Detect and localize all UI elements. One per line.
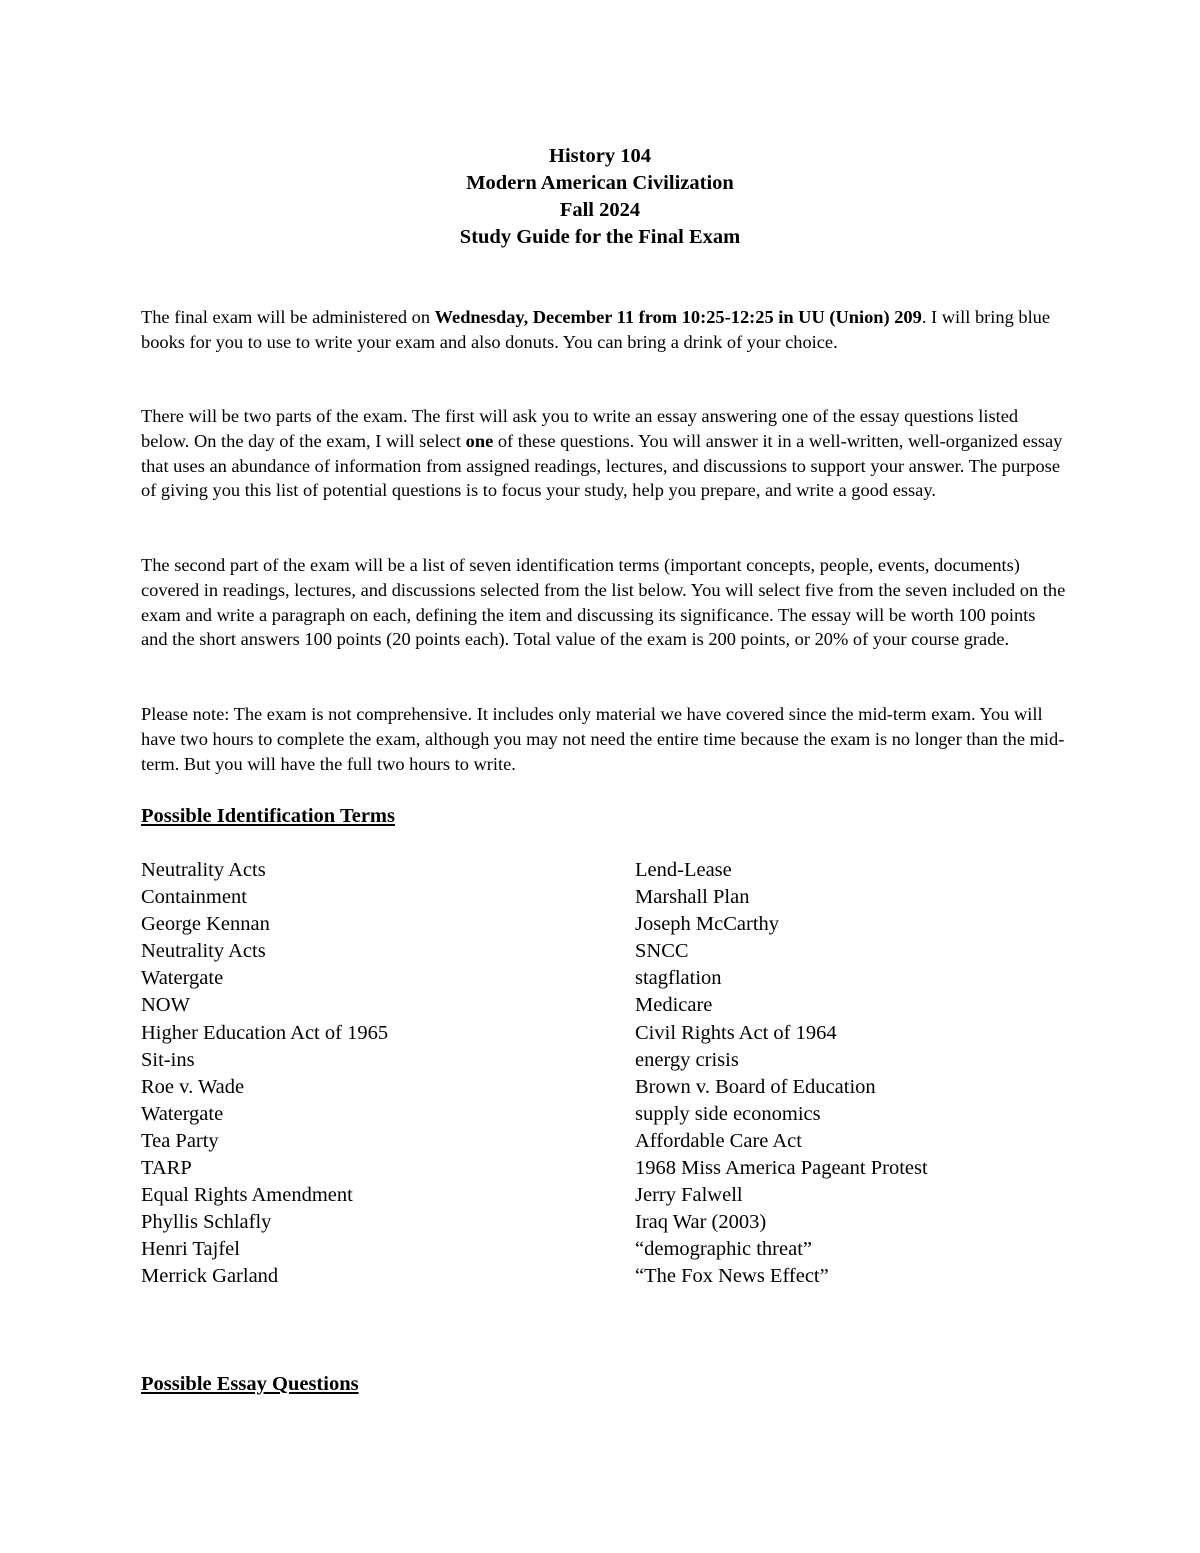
term-item: “demographic threat” bbox=[635, 1238, 813, 1261]
p2-emphasis: one bbox=[465, 430, 494, 451]
term-item: Joseph McCarthy bbox=[635, 913, 780, 936]
term-item: “The Fox News Effect” bbox=[635, 1265, 829, 1288]
term-item: Affordable Care Act bbox=[635, 1129, 802, 1152]
term-item: Marshall Plan bbox=[635, 886, 750, 909]
p1-text-end: . I will bring blue books for you to use to write your exam and also donuts. You can bring a drink of your choice. bbox=[141, 307, 1051, 352]
term-item: Watergate bbox=[141, 967, 224, 990]
term-item: Sit-ins bbox=[141, 1048, 195, 1071]
terms-list-right bbox=[635, 857, 1105, 1291]
term-item: Equal Rights Amendment bbox=[141, 1184, 353, 1207]
course-number: History 104 bbox=[549, 145, 651, 167]
term-item: Brown v. Board of Education bbox=[635, 1075, 876, 1098]
exam-logistics-paragraph bbox=[141, 305, 1066, 355]
terms-heading: Possible Identification Terms bbox=[141, 805, 395, 827]
term-item: Containment bbox=[141, 886, 247, 909]
term-item: TARP bbox=[141, 1157, 192, 1180]
exam-parts-paragraph bbox=[141, 404, 1066, 503]
term-item: 1968 Miss America Pageant Protest bbox=[635, 1157, 928, 1180]
p2-text-start: There will be two parts of the exam. The first will ask you to write an essay answering one of the essay questions listed below. On the day of the exam, I will select bbox=[141, 406, 1019, 451]
term-item: energy crisis bbox=[635, 1048, 739, 1071]
terms-list-left bbox=[141, 857, 611, 1291]
term-item: Medicare bbox=[635, 994, 713, 1017]
term-item: NOW bbox=[141, 994, 190, 1017]
term-item: Henri Tajfel bbox=[141, 1238, 240, 1261]
note-paragraph: Please note: The exam is not comprehensive. It includes only material we have covered since the mid-term exam. You will have two hours to complete the exam, although you may not need the entire time because the exam is no longer than the mid-term. But you will have the full two hours to write. bbox=[141, 704, 1065, 774]
term-item: Neutrality Acts bbox=[141, 940, 266, 963]
term-item: Iraq War (2003) bbox=[635, 1211, 767, 1234]
course-title: Modern American Civilization bbox=[466, 172, 734, 194]
term-item: Jerry Falwell bbox=[635, 1184, 743, 1207]
p1-text-start: The final exam will be administered on bbox=[141, 307, 435, 327]
term-item: supply side economics bbox=[635, 1102, 821, 1125]
term-item: Civil Rights Act of 1964 bbox=[635, 1021, 837, 1044]
term-item: Watergate bbox=[141, 1102, 224, 1125]
term-item: Neutrality Acts bbox=[141, 859, 266, 881]
term-item: Tea Party bbox=[141, 1129, 219, 1152]
term-item: Merrick Garland bbox=[141, 1265, 279, 1288]
essay-heading: Possible Essay Questions bbox=[141, 1373, 359, 1395]
term-item: Phyllis Schlafly bbox=[141, 1211, 272, 1234]
term-item: Roe v. Wade bbox=[141, 1075, 245, 1098]
term-item: Lend-Lease bbox=[635, 859, 732, 881]
term-item: SNCC bbox=[635, 940, 689, 963]
course-term: Fall 2024 bbox=[559, 199, 641, 221]
identification-paragraph: The second part of the exam will be a list of seven identification terms (important concepts, people, events, documents) covered in readings, lectures, and discussions selected from the list below. You will select five from the seven included on the exam and write a paragraph on each, defining the item and discussing its significance. The essay will be worth 100 points and the short answers 100 points (20 points each). Total value of the exam is 200 points, or 20% of your course grade. bbox=[141, 555, 1066, 650]
p2-text-end: of these questions. You will answer it in a well-written, well-organized essay that uses an abundance of information from assigned readings, lectures, and discussions to support your answer. The purpose of giving you this list of potential questions is to focus your study, help you prepare, and write a good essay. bbox=[141, 430, 1063, 501]
exam-date-location: Wednesday, December 11 from 10:25-12:25 in UU (Union) 209 bbox=[434, 307, 922, 327]
term-item: Higher Education Act of 1965 bbox=[141, 1021, 389, 1044]
term-item: stagflation bbox=[635, 967, 722, 990]
term-item: George Kennan bbox=[141, 913, 270, 936]
document-title: Study Guide for the Final Exam bbox=[459, 226, 741, 248]
document-header bbox=[0, 143, 1200, 251]
